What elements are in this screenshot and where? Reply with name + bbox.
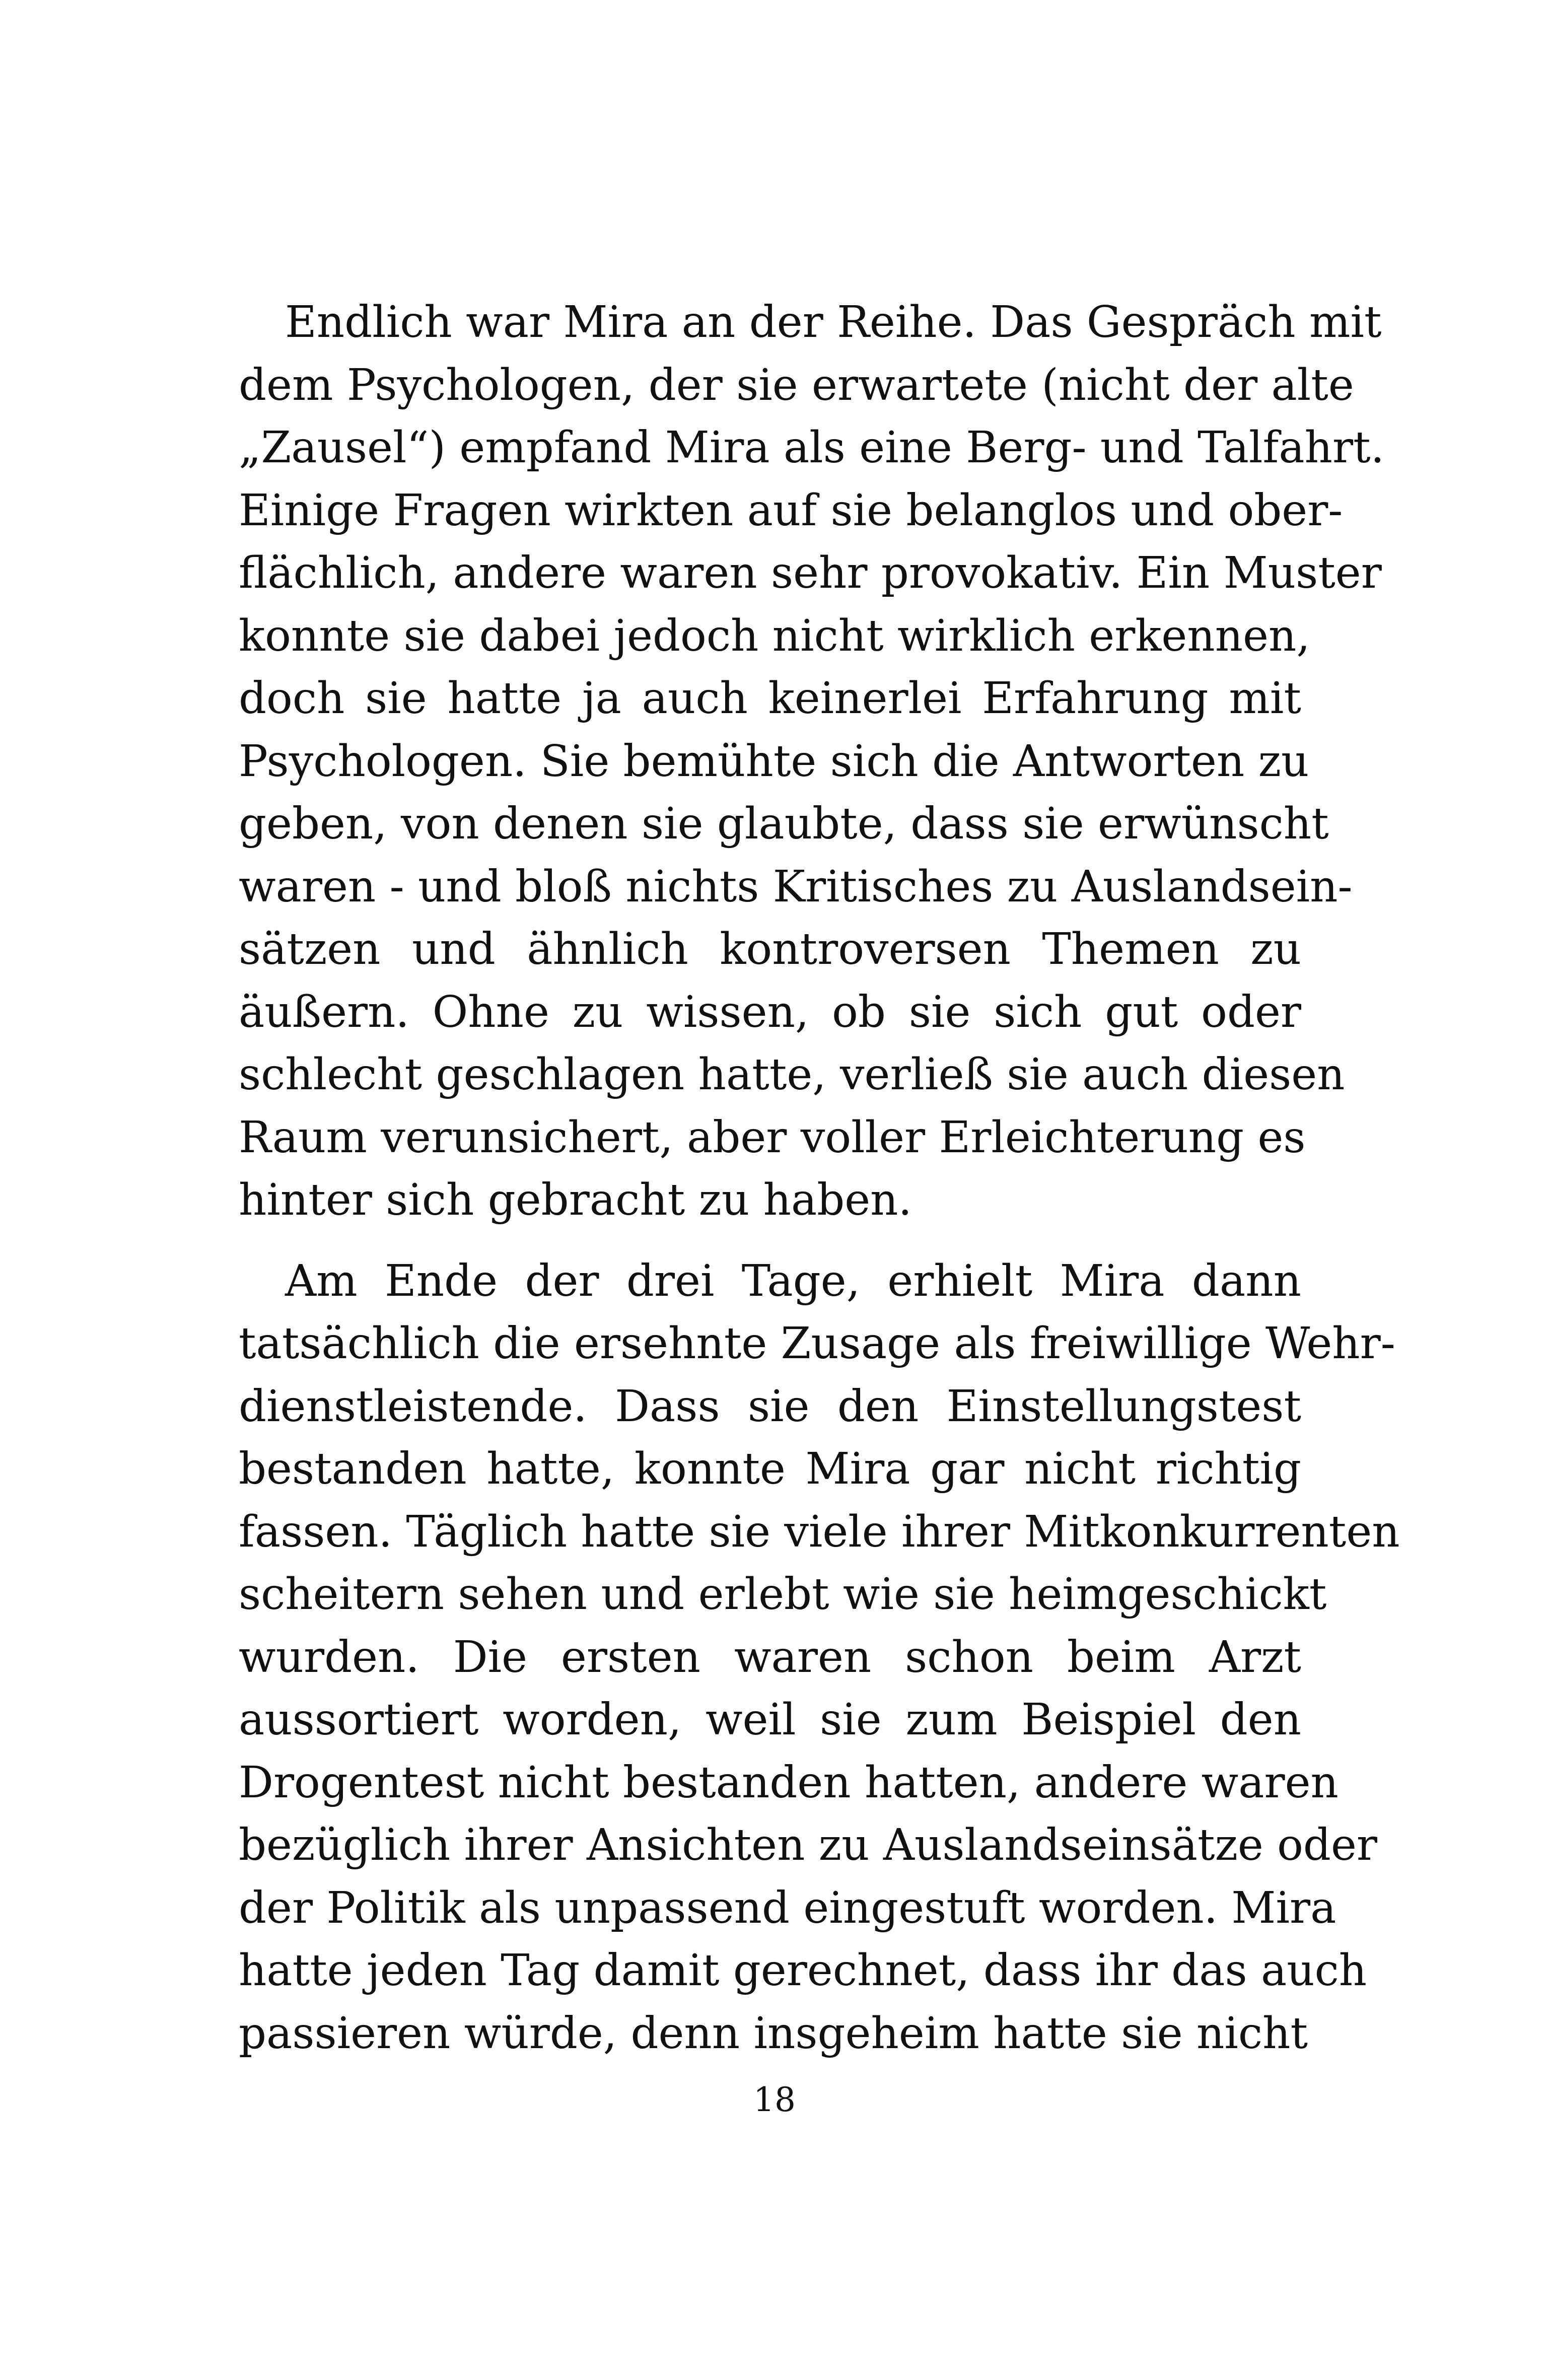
body-text [239,291,1400,2065]
text-line: scheitern sehen und erlebt wie sie heimgeschickt [239,1569,1327,1620]
paragraph-2 [239,1250,1400,2065]
paragraph-1 [239,291,1385,1232]
text-line: doch sie hatte ja auch keinerlei Erfahrung mit [239,673,1301,724]
text-line: Endlich war Mira an der Reihe. Das Gespräch mit [285,297,1382,347]
text-line: aussortiert worden, weil sie zum Beispiel den [239,1695,1301,1745]
text-line: konnte sie dabei jedoch nicht wirklich erkennen, [239,610,1310,661]
text-line: waren - und bloß nichts Kritisches zu Auslandsein- [239,861,1353,912]
text-line: hinter sich gebracht zu haben. [239,1175,912,1225]
text-line: hatte jeden Tag damit gerechnet, dass ihr das auch [239,1945,1367,1996]
text-line: tatsächlich die ersehnte Zusage als freiwillige Wehr- [239,1318,1395,1369]
text-line: dem Psychologen, der sie erwartete (nicht der alte [239,360,1354,410]
text-line: schlecht geschlagen hatte, verließ sie auch diesen [239,1049,1345,1100]
page-number: 18 [753,2080,796,2119]
text-line: Psychologen. Sie bemühte sich die Antworten zu [239,736,1309,787]
text-line: Einige Fragen wirkten auf sie belanglos und ober- [239,485,1343,536]
text-line: wurden. Die ersten waren schon beim Arzt [239,1632,1301,1683]
text-line: äußern. Ohne zu wissen, ob sie sich gut oder [239,987,1301,1037]
text-line: dienstleistende. Dass sie den Einstellungstest [239,1381,1301,1432]
text-line: Raum verunsichert, aber voller Erleichterung es [239,1112,1306,1163]
text-line: geben, von denen sie glaubte, dass sie erwünscht [239,799,1329,849]
text-line: „Zausel“) empfand Mira als eine Berg- und Talfahrt. [239,423,1385,473]
text-line: der Politik als unpassend eingestuft worden. Mira [239,1882,1336,1933]
text-line: bestanden hatte, konnte Mira gar nicht richtig [239,1444,1301,1494]
text-line: Drogentest nicht bestanden hatten, andere waren [239,1757,1339,1808]
text-line: fassen. Täglich hatte sie viele ihrer Mitkonkurrenten [239,1506,1400,1557]
text-line: sätzen und ähnlich kontroversen Themen zu [239,924,1301,974]
text-line: passieren würde, denn insgeheim hatte sie nicht [239,2008,1308,2059]
text-line: flächlich, andere waren sehr provokativ. Ein Muster [239,548,1382,598]
text-line: bezüglich ihrer Ansichten zu Auslandseinsätze oder [239,1820,1377,1870]
text-line: Am Ende der drei Tage, erhielt Mira dann [285,1255,1301,1306]
